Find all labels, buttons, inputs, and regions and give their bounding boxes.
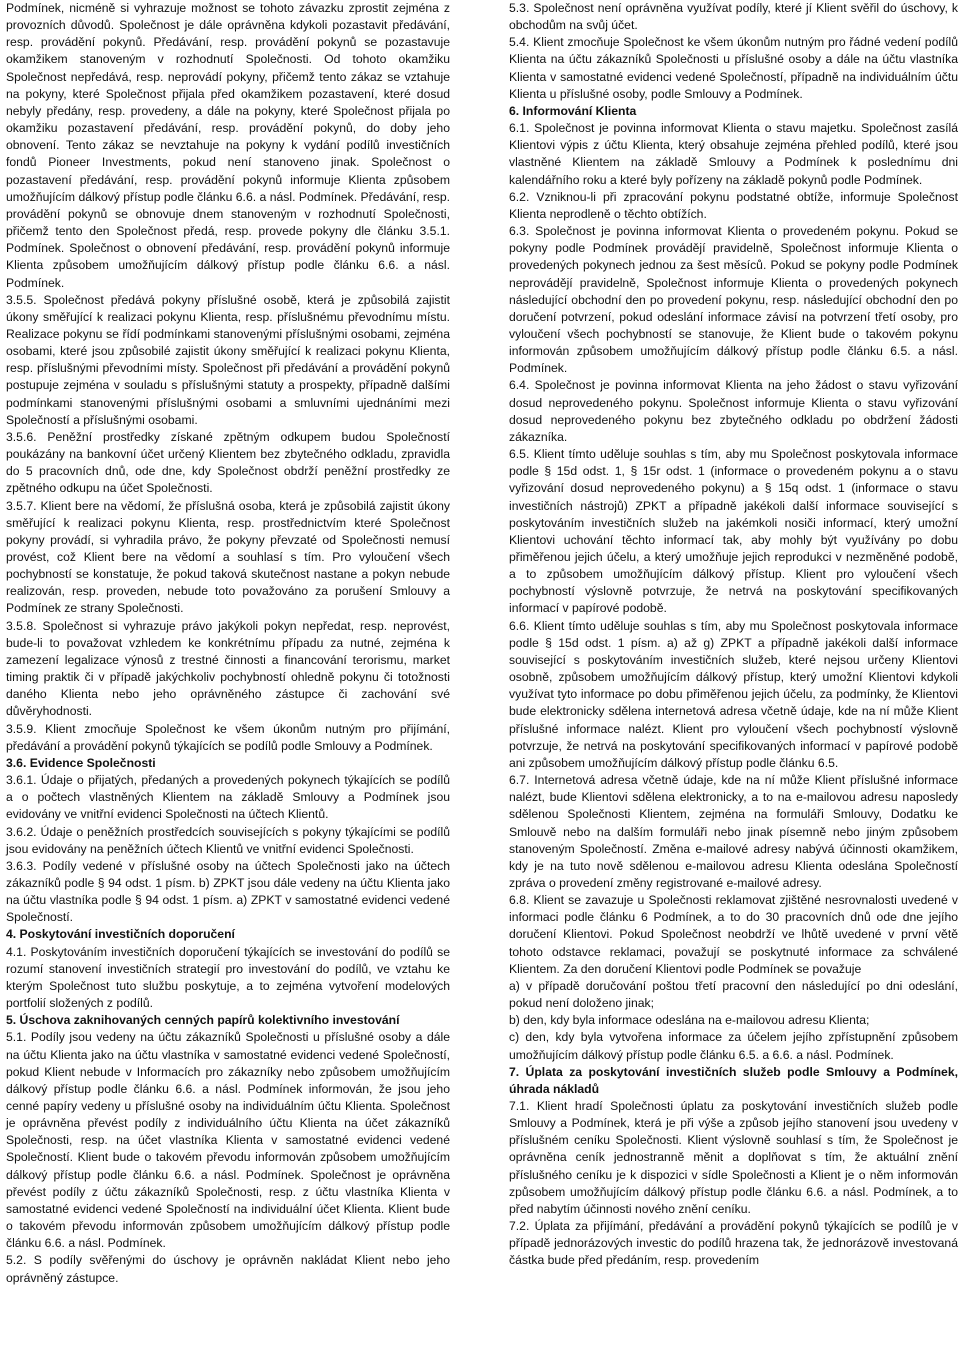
right-column bbox=[509, 0, 958, 1270]
heading-4: 4. Poskytování investičních doporučení bbox=[6, 927, 235, 942]
paragraph-3-6-3: 3.6.3. Podíly vedené v příslušné osoby na účtech Společnosti jako na účtech zákazníků podle § 94 odst. 1 písm. b) ZPKT jsou dále vedeny na účtu Klienta jako na účtu vlastníka podle § 94 odst. 1 písm. a) ZPKT v samostatné evidenci vedené Společností. bbox=[6, 858, 450, 925]
paragraph-3-5-9: 3.5.9. Klient zmocňuje Společnost ke všem úkonům nutným pro přijímání, předávání a provádění pokynů týkajících se podílů podle Smlouvy a Podmínek. bbox=[6, 721, 450, 753]
paragraph-6-2: 6.2. Vzniknou-li při zpracování pokynu podstatné obtíže, informuje Společnost Klienta neprodleně o těchto obtížích. bbox=[509, 189, 958, 221]
paragraph-6-7: 6.7. Internetová adresa včetně údaje, kde na ní může Klient příslušné informace nalézt, bude Klientovi sdělena elektronicky, a to na e-mailovou adresu naposledy sdělenou Společnosti Klientem, zejména na formuláři Smlouvy, Dodatku ke Smlouvě nebo na dalším formuláři nebo jinak písemně nebo jiným způsobem stanoveným Společností. Změna e-mailové adresy nabývá účinnosti okamžikem, kdy je na tuto nově sdělenou e-mailovou adresu Klienta odeslána Společností zpráva o provedení změny registrované e-mailové adresy. bbox=[509, 773, 958, 890]
list-item-a: a) v případě doručování poštou třetí pracovní den následující po dni odeslání, pokud není doloženo jinak; bbox=[509, 978, 958, 1011]
paragraph-7-2: 7.2. Úplata za přijímání, předávání a provádění pokynů týkajících se podílů je v případě jednorázových investic do podílů hrazena tak, že jednorázově investovaná částka bude před předáním, resp. provedením bbox=[509, 1219, 958, 1268]
paragraph-6-4: 6.4. Společnost je povinna informovat Klienta na jeho žádost o stavu vyřizování dosud neprovedeného pokynu. Společnost informuje Klienta o stavu vyřizování dosud neprovedeného pokynu bez zbytečného odkladu po obdržení žádosti zákazníka. bbox=[509, 378, 958, 444]
heading-3-6: 3.6. Evidence Společnosti bbox=[6, 755, 156, 770]
paragraph-5-3: 5.3. Společnost není oprávněna využívat podíly, které jí Klient svěřil do úschovy, k obchodům na svůj účet. bbox=[509, 1, 958, 33]
paragraph-6-3: 6.3. Společnost je povinna informovat Klienta o provedeném pokynu. Pokud se pokyny podle Podmínek provádějí pravidelně, Společnost informuje Klienta o provedených pokynech jednou za šest měsíců. Pokud se pokyny podle Podmínek neprovádějí pravidelně, Společnost informuje Klienta o provedených pokynech následující obchodní den po provedení pokynu, resp. následující obchodní den po doručení potvrzení, pokud odeslání informace závisí na potvrzení třetí osoby, pro vyloučení všech pochybností se stanovuje, že Klient bude o takovém pokynu informován způsobem umožňujícím dálkový přístup podle článku 6.5. a násl. Podmínek. bbox=[509, 224, 958, 376]
paragraph-3-6-1: 3.6.1. Údaje o přijatých, předaných a provedených pokynech týkajících se podílů a o počtech vlastněných Klientem na základě Smlouvy a Podmínek jsou evidovány ve vnitřní evidenci Společnosti na účtech Klientů. bbox=[6, 773, 450, 822]
paragraph-5-2: 5.2. S podíly svěřenými do úschovy je oprávněn nakládat Klient nebo jeho oprávněný zástupce. bbox=[6, 1253, 450, 1285]
paragraph-5-4: 5.4. Klient zmocňuje Společnost ke všem úkonům nutným pro řádné vedení podílů Klienta na účtu zákazníků Společnosti u příslušné osoby a dále na účtu vlastníka Klienta v samostatné evidenci vedené Společností, případně na individuálním účtu Klienta u příslušné osoby, podle Smlouvy a Podmínek. bbox=[509, 35, 958, 101]
paragraph-6-1: 6.1. Společnost je povinna informovat Klienta o stavu majetku. Společnost zasílá Klientovi výpis z účtu Klienta, který obsahuje zejména přehled podílů, které jsou vlastněné Klientem na základě Smlouvy a Podmínek k poslednímu dni kalendářního roku a které byly pořízeny na základě pokynů podle Podmínek. bbox=[509, 121, 958, 187]
paragraph-pozastaveni: Podmínek, nicméně si vyhrazuje možnost se tohoto závazku zprostit zejména z provozních důvodů. Společnost je dále oprávněna kdykoli pozastavit předávání, resp. provádění pokynů. Předávání, resp. provádění pokynů se pozastavuje okamžikem stanoveným v rozhodnutí Společnosti. Od tohoto okamžiku Společnost nepředává, resp. neprovádí pokyny, přičemž tento zákaz se vztahuje na pokyny, které Společnost přijala před okamžikem pozastavení, které dosud nebyly předány, resp. provedeny, a dále na pokyny, které Společnost přijala po okamžiku pozastavení předávání, resp. provádění pokynů, do doby jeho obnovení. Tento zákaz se nevztahuje na pokyny k vydání podílů investičních fondů Pioneer Investments, pokud není stanoveno jinak. Společnost o pozastavení předávání, resp. provádění pokynů informuje Klienta způsobem umožňujícím dálkový přístup podle článku 6.6. a násl. Podmínek. Předávání, resp. provádění pokynů se obnovuje dnem stanoveným v rozhodnutí Společnosti, přičemž tento den Společnost předá, resp. provede pokyny dle článku 3.5.1. Podmínek. Společnost o obnovení předávání, resp. provádění pokynů informuje Klienta způsobem umožňujícím dálkový přístup podle článku 6.6. a násl. Podmínek. bbox=[6, 1, 450, 290]
heading-7: 7. Úplata za poskytování investičních služeb podle Smlouvy a Podmínek, úhrada nákladů bbox=[509, 1064, 958, 1096]
paragraph-6-8: 6.8. Klient se zavazuje u Společnosti reklamovat zjištěné nesrovnalosti uvedené v informaci podle článku 6 Podmínek, a to do 30 pracovních dnů ode dne jejího doručení Klientovi. Pokud Společnost neobdrží ve lhůtě uvedené v první větě tohoto odstavce reklamaci, považují se poskytnuté informace za schválené Klientem. Za den doručení Klientovi podle Podmínek se považuje bbox=[509, 893, 958, 976]
paragraph-3-5-8: 3.5.8. Společnost si vyhrazuje právo jakýkoli pokyn nepředat, resp. neprovést, bude-li to považovat vzhledem ke konkrétnímu případu za nutné, zejména k zamezení legalizace výnosů z trestné činnosti a financování terorismu, market timing praktik či v případě jakýchkoliv pochybností ohledně pokynu či totožnosti daného Klienta nebo jeho oprávněného zástupce či zachování své důvěryhodnosti. bbox=[6, 618, 450, 719]
paragraph-3-5-7: 3.5.7. Klient bere na vědomí, že příslušná osoba, která je způsobilá zajistit úkony směřující k realizaci pokynu Klienta, resp. prostřednictvím které Společnost pokyny provádí, si vyhradila právo, že pokyny převzaté od Společnosti nemusí provést, což Klient bere na vědomí a souhlasí s tím. Pro vyloučení všech pochybností se konstatuje, že pokud taková skutečnost nastane a pokyn nebude realizován, resp. proveden, nebude toto považováno za porušení Smlouvy a Podmínek ze strany Společnosti. bbox=[6, 498, 450, 616]
heading-6: 6. Informování Klienta bbox=[509, 103, 637, 118]
paragraph-7-1: 7.1. Klient hradí Společnosti úplatu za poskytování investičních služeb podle Smlouvy a Podmínek, která je při výše a způsob jejího stanovení jsou uvedeny v příslušném ceníku Společnosti. Klient výslovně souhlasí s tím, že Společnost je oprávněna ceník jednostranně měnit a doplňovat s tím, že aktuální znění příslušného ceníku je k dispozici v sídle Společnosti a Klient je o něm informován způsobem umožňujícím dálkový přístup podle článku 6.6. a násl. Podmínek, a to před nabytím účinnosti nového znění ceníku. bbox=[509, 1099, 958, 1216]
paragraph-5-1: 5.1. Podíly jsou vedeny na účtu zákazníků Společnosti u příslušné osoby a dále na účtu Klienta jako na účtu vlastníka v samostatné evidenci vedené Společností, pokud Klient nebude v Informacích pro zákazníky nebo způsobem umožňujícím dálkový přístup podle článku 6.6. a násl. Podmínek informován, že jsou jeho cenné papíry vedeny u příslušné osoby na individuálním účtu Klienta. Společnost je oprávněna převést podíly z individuálního účtu Klienta na účet zákazníků Společnosti, resp. na účet vlastníka Klienta v samostatné evidenci vedené Společností. Klient bude o takovém převodu informován způsobem umožňujícím dálkový přístup podle článku 6.6. a násl. Podmínek. Společnost je oprávněna převést podíly z účtu zákazníků Společnosti, resp. z účtu vlastníka Klienta v samostatné evidenci vedené Společností na individuální účet Klienta. Klient bude o takovém převodu informován způsobem umožňujícím dálkový přístup podle článku 6.6. a násl. Podmínek. bbox=[6, 1030, 450, 1251]
left-column bbox=[6, 0, 450, 1287]
paragraph-6-6: 6.6. Klient tímto uděluje souhlas s tím, aby mu Společnost poskytovala informace podle § 15d odst. 1 písm. a) až g) ZPKT a případně jakékoli další informace související s poskytováním investičních služeb, které nejsou určeny Klientovi osobně, způsobem umožňujícím dálkový přístup, který umožní Klientovi kdykoli využívat tyto informace po dobu přiměřenou jejich účelu, za podmínky, že Klientovi bude elektronicky sdělena internetová adresa včetně údaje, kde na ní může Klient příslušné informace nalézt. Klient pro vyloučení všech pochybností výslovně potvrzuje, že netrvá na poskytování specifikovaných informací v papírové podobě ani způsobem umožňujícím dálkový přístup podle článku 6.5. bbox=[509, 618, 958, 770]
paragraph-6-5: 6.5. Klient tímto uděluje souhlas s tím, aby mu Společnost poskytovala informace podle § 15d odst. 1, § 15r odst. 1 (informace o provedeném pokynu a o stavu vyřizování dosud neprovedeného pokynu) a § 15q odst. 1 (informace o stavu investičních nástrojů) ZPKT a případně jakékoli další informace související s poskytováním investičních služeb na jakémkoli nosiči informací, který umožní Klientovi uchování těchto informací tak, aby mohly být využívány po dobu přiměřenou jejich účelu, a který umožňuje jejich reprodukci v nezměněné podobě, a to způsobem umožňujícím dálkový přístup. Klient pro vyloučení všech pochybností výslovně potvrzuje, že netrvá na poskytování specifikovaných informací v papírové podobě. bbox=[509, 447, 958, 616]
paragraph-3-6-2: 3.6.2. Údaje o peněžních prostředcích souvisejících s pokyny týkajícími se podílů jsou evidovány na peněžních účtech Klientů ve vnitřní evidenci Společnosti. bbox=[6, 824, 450, 856]
paragraph-4-1: 4.1. Poskytováním investičních doporučení týkajících se investování do podílů se rozumí stanovení investičních strategií pro investování do podílů, ve vztahu ke kterým Společnost tuto službu poskytuje, a to zejména vytvoření modelových portfolií složených z podílů. bbox=[6, 944, 450, 1011]
heading-5: 5. Úschova zaknihovaných cenných papírů kolektivního investování bbox=[6, 1013, 400, 1028]
paragraph-3-5-6: 3.5.6. Peněžní prostředky získané zpětným odkupem budou Společností poukázány na bankovní účet určený Klientem bez zbytečného odkladu, zpravidla do 5 pracovních dnů, ode dne, kdy Společnost obdrží peněžní prostředky ze zpětného odkupu na účet Společnosti. bbox=[6, 429, 450, 496]
paragraph-3-5-5: 3.5.5. Společnost předává pokyny příslušné osobě, která je způsobilá zajistit úkony směřující k realizaci pokynu Klienta, resp. příslušnému převodnímu místu. Realizace pokynu se řídí podmínkami stanovenými příslušnými osobami, zejména osobami, které jsou způsobilé zajistit úkony směřující k realizaci pokynu Klienta, resp. příslušnými převodními místy. Společnost při předávání a provádění pokynů postupuje zejména v souladu s příslušnými statuty a prospekty, případně dalšími podmínkami stanovenými příslušnými osobami a smluvními ujednáními mezi Společností a příslušnými osobami. bbox=[6, 292, 450, 427]
list-item-c: c) den, kdy byla vytvořena informace za účelem jejího zpřístupnění způsobem umožňujícím dálkový přístup podle článku 6.5. a 6.6. a násl. Podmínek. bbox=[509, 1030, 958, 1062]
list-item-b: b) den, kdy byla informace odeslána na e-mailovou adresu Klienta; bbox=[509, 1013, 870, 1028]
